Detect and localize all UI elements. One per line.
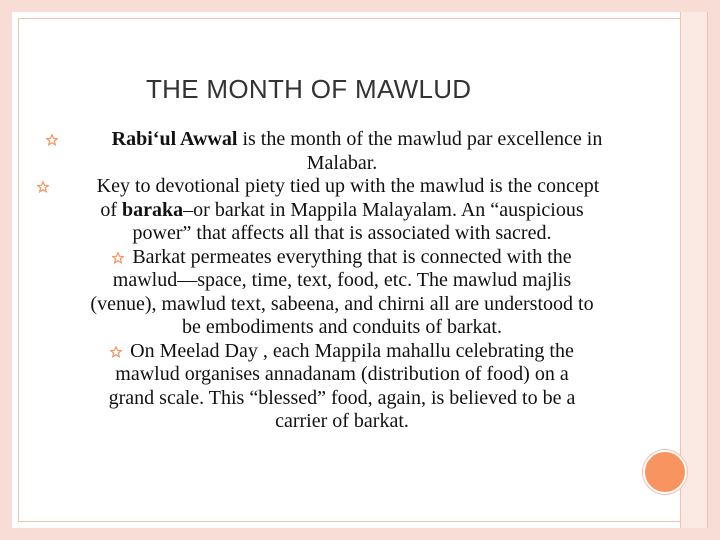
p4-line-3: grand scale. This “blessed” food, again, is believed to be a bbox=[108, 386, 576, 409]
decorative-circle bbox=[643, 450, 687, 494]
p3-line-3: (venue), mawlud text, sabeena, and chirni all are understood to bbox=[90, 292, 594, 315]
p2-line-2-post: –or barkat in Mappila Malayalam. An “auspicious bbox=[183, 198, 584, 221]
slide-title: THE MONTH OF MAWLUD bbox=[146, 74, 472, 104]
right-decorative-band bbox=[680, 12, 708, 528]
star-outline-icon bbox=[112, 252, 124, 264]
star-outline-icon bbox=[37, 181, 49, 193]
p3-line-1: Barkat permeates everything that is connected with the bbox=[132, 245, 572, 268]
p4-line-4: carrier of barkat. bbox=[275, 410, 409, 432]
rabiul-awwal-bold: Rabi‘ul Awwal bbox=[111, 128, 238, 150]
star-outline-icon bbox=[110, 346, 122, 358]
p2-line-1: Key to devotional piety tied up with the mawlud is the concept bbox=[96, 175, 600, 197]
p1-line-2: Malabar. bbox=[306, 151, 378, 174]
p3-line-2: mawlud—space, time, text, food, etc. The mawlud majlis bbox=[112, 269, 572, 291]
bullet-paragraph-3 bbox=[52, 246, 632, 340]
bullet-paragraph-2 bbox=[52, 175, 632, 246]
slide-content bbox=[52, 128, 632, 434]
p1-line-1: is the month of the mawlud par excellence in bbox=[237, 128, 603, 150]
p2-line-2-pre: of bbox=[100, 198, 123, 221]
star-outline-icon bbox=[46, 134, 58, 146]
baraka-bold: baraka bbox=[122, 198, 184, 221]
bullet-paragraph-1 bbox=[52, 128, 632, 175]
p2-line-3: power” that affects all that is associated with sacred. bbox=[132, 222, 552, 244]
p3-line-4: be embodiments and conduits of barkat. bbox=[182, 316, 502, 338]
p4-line-2: mawlud organises annadanam (distribution of food) on a bbox=[115, 363, 569, 385]
bullet-paragraph-4 bbox=[52, 340, 632, 434]
p4-line-1: On Meelad Day , each Mappila mahallu celebrating the bbox=[130, 339, 574, 362]
